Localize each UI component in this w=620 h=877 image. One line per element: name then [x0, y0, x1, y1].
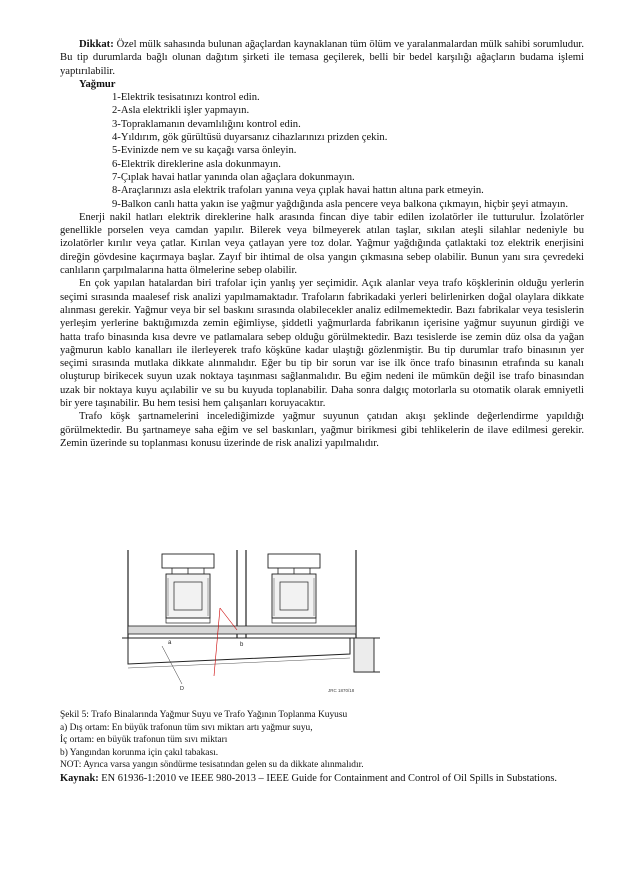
caption-line-b: b) Yangından korunma için çakıl tabakası.: [60, 747, 219, 758]
gravel-layer: [128, 626, 356, 634]
list-item: 6-Elektrik direklerine asla dokunmayın.: [112, 158, 281, 170]
list-item: 1-Elektrik tesisatınızı kontrol edin.: [112, 92, 260, 104]
list-item: 8-Araçlarınızı asla elektrik trafoları yanına veya çıplak havai hattın altına park etmeyin.: [112, 185, 484, 197]
transformer-oil-pit-figure: [122, 546, 380, 698]
source-text: EN 61936-1:2010 ve IEEE 980-2013 – IEEE Guide for Containment and Control of Oil Spills in Substations.: [98, 772, 557, 784]
document-body: [60, 38, 584, 450]
rain-heading: Yağmur: [79, 78, 116, 90]
transformer-right: [268, 554, 320, 623]
caption-title: Şekil 5: Trafo Binalarında Yağmur Suyu ve Trafo Yağının Toplanma Kuyusu: [60, 710, 348, 720]
caption-source: [60, 772, 584, 785]
rain-list: [60, 91, 584, 211]
transformer-left: [162, 554, 214, 623]
insulator-paragraph: Enerji nakil hatları elektrik direklerine halk arasında fincan diye tabir edilen izolatörler ile tutturulur. İzolatörler genellikle porselen veya camdan yapılır. Bilerek veya bilmeyerek atılan taşlar, sıkılan ateşli silahlar nedeniyle bu izolatörler kırılır veya çatlar. Kırılan veya çatlayan yere toz dolar. Yağmur yağdığında çatlaktaki toz elektrik enerjisini direğin gövdesine kaçırmaya başlar. Zayıf bir ihtimal de olsa yangın çıkmasına sebep olabilir. Bunun yanı sıra çevredeki canlıların çarpılmalarına hatta ölmelerine sebep olabilir.: [60, 211, 584, 277]
figure-label-b: b: [240, 642, 244, 648]
caption-line-inner: İç ortam: en büyük trafonun tüm sıvı miktarı: [60, 735, 228, 746]
specification-paragraph: Trafo köşk şartnamelerini incelediğimizde yağmur suyunun çatıdan akışı şeklinde değerlendirme yapıldığı görülmektedir. Bu şartnameye saha eğim ve sel baskınları, yağmur birikmesi gibi tehlikelerin de ilave edilmesi gerekir. Zemin üzerinde su toplanması konusu üzerinde de risk analizi yapılmalıdır.: [60, 411, 584, 449]
collection-pit: [354, 638, 374, 672]
warning-label: Dikkat:: [79, 39, 114, 50]
warning-text: Özel mülk sahasında bulunan ağaçlardan kaynaklanan tüm ölüm ve yaralanmalardan mülk sahibi sorumludur. Bu tip durumlarda bağlı olunan dağıtım şirketi ile temasa geçilerek, belli bir bedel karşılığı ağaçların budama işlemi yaptırılabilir.: [60, 39, 584, 77]
figure-label-d: D: [180, 686, 184, 692]
list-item: 5-Evinizde nem ve su kaçağı varsa önleyin.: [112, 145, 297, 157]
source-label: Kaynak:: [60, 772, 99, 784]
list-item: 9-Balkon canlı hatta yakın ise yağmur yağdığında asla pencere veya balkona çıkmayın, hiçbir şeyi atmayın.: [112, 198, 568, 210]
figure-stamp: JRC 1870/18: [328, 688, 355, 693]
location-paragraph: En çok yapılan hatalardan biri trafolar için yanlış yer seçimidir. Açık alanlar veya trafo köşklerinin olduğu yerlerin seçimi sırasında maalesef risk analizi yapılmamaktadır. Trafoların fabrikadaki yerleri belirlenirken doğal olaylara dikkate alınması gerekir. Yağmur veya bir sel baskını sırasında olabilecekler analiz edilmemektedir. Bazı fabrikalar veya tesislerin yerleşim yerlerine baktığımızda zemin eğimliyse, şiddetli yağmurlarda fabrikanın içerisine yağmur suyunun girdiği ve hatta trafo binasında kısa devre ve patlamalara sebep olduğu görülmektedir. Bazı tesislerde ise zemin düz olsa da yağan yağmurun kablo kanalları ile ilerleyerek trafo köşküne kadar ulaştığı gözlenmiştir. Bu tip durumlar trafo binasının yer seçimi sırasında mutlaka dikkate alınmalıdır. Eğer bu tip bir sorun var ise ilk önce trafo binasının etrafında su kanalı oluşturup birikecek suyun uzak noktaya taşınması sağlanmalıdır. Bu eğim nedeni ile mümkün değil ise trafo binasından uzak bir noktaya kuyu açılabilir ve su bu kuyuda toplanabilir. Daha sonra dalgıç motorlarla su otomatik olarak emniyetli bir yere taşınabilir. Bu hem tesisi hem çalışanları koruyacaktır.: [60, 278, 584, 410]
list-item: 3-Topraklamanın devamlılığını kontrol edin.: [112, 118, 301, 130]
figure-caption: [60, 709, 584, 785]
caption-note: NOT: Ayrıca varsa yangın söndürme tesisatından gelen su da dikkate alınmalıdır.: [60, 760, 364, 771]
caption-line-a: a) Dış ortam: En büyük trafonun tüm sıvı miktarı artı yağmur suyu,: [60, 722, 313, 733]
list-item: 2-Asla elektrikli işler yapmayın.: [112, 105, 250, 117]
list-item: 4-Yıldırım, gök gürültüsü duyarsanız cihazlarınızı prizden çekin.: [112, 132, 388, 144]
list-item: 7-Çıplak havai hatlar yanında olan ağaçlara dokunmayın.: [112, 171, 355, 183]
warning-paragraph: [60, 38, 584, 78]
figure-label-a: a: [168, 640, 172, 646]
